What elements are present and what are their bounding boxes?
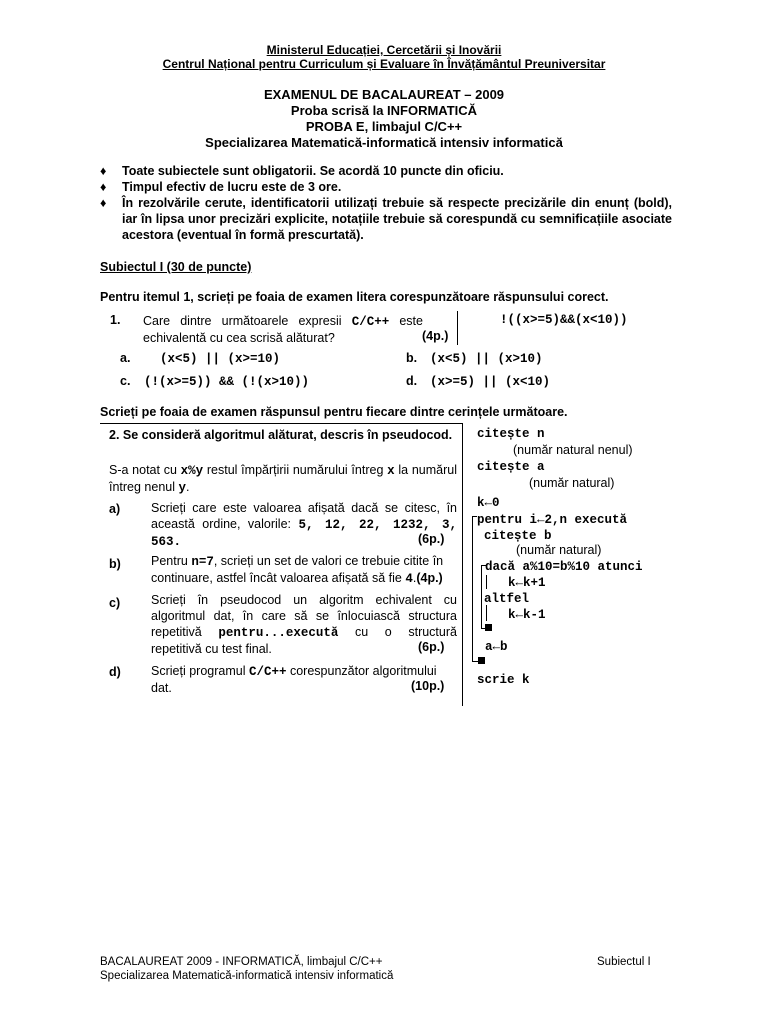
footer-left-2: Specializarea Matematică-informatică intensiv informatică <box>100 970 394 982</box>
then-bar <box>486 575 487 589</box>
q1-option-b: b. (x<5) || (x>10) <box>406 351 543 366</box>
q2-column-divider <box>462 423 463 706</box>
pseudo-init-k: k←0 <box>477 496 500 510</box>
pseudo-decrement: k←k-1 <box>508 608 546 622</box>
q2-b-label: b) <box>109 557 121 571</box>
instruction-item: ♦ Timpul efectiv de lucru este de 3 ore. <box>100 180 342 194</box>
pseudo-note-a: (număr natural) <box>529 476 615 490</box>
item1-instruction: Pentru itemul 1, scrieți pe foaia de examen litera corespunzătoare răspunsului corect. <box>100 290 609 304</box>
pseudo-write-k: scrie k <box>477 673 530 687</box>
if-end-marker <box>485 624 492 631</box>
pseudo-else: altfel <box>484 592 530 606</box>
ministry-heading: Ministerul Educației, Cercetării și Inovării <box>266 43 502 57</box>
pseudo-for: pentru i←2,n execută <box>477 513 628 527</box>
q2-heading: 2. Se consideră algoritmul alăturat, descris în pseudocod. <box>109 428 453 442</box>
q2-top-border <box>100 423 462 424</box>
q2-b-text: Pentru n=7, scrieți un set de valori ce trebuie citite în continuare, astfel încât valoarea afișată să fie 4.(4p.) <box>151 554 444 586</box>
q1-divider <box>457 311 458 345</box>
q1-number: 1. <box>110 313 121 327</box>
footer-right: Subiectul I <box>597 956 651 968</box>
q1-expression: !((x>=5)&&(x<10)) <box>500 313 628 327</box>
for-loop-bracket <box>472 516 473 662</box>
q2-d-text: Scrieți programul C/C++ corespunzător algoritmului dat. <box>151 664 437 695</box>
for-loop-end-marker <box>478 657 485 664</box>
q1-text: Care dintre următoarele expresii C/C++ este echivalentă cu cea scrisă alăturat? <box>143 314 423 345</box>
pseudo-if: dacă a%10=b%10 atunci <box>485 560 643 574</box>
instructions-list <box>100 163 672 243</box>
q1-option-a: a. (x<5) || (x>=10) <box>120 351 281 366</box>
q2-c-points: (6p.) <box>418 640 445 654</box>
q2-note: S-a notat cu x%y restul împărțirii numărului întreg x la numărul întreg nenul y. <box>109 463 458 495</box>
instruction-item: ♦ Toate subiectele sunt obligatorii. Se acordă 10 puncte din oficiu. <box>100 164 504 178</box>
diamond-bullet-icon: ♦ <box>100 164 107 178</box>
pseudo-note-n: (număr natural nenul) <box>513 443 633 457</box>
footer-left-1: BACALAUREAT 2009 - INFORMATICĂ, limbajul C/C++ <box>100 956 383 968</box>
pseudo-increment: k←k+1 <box>508 576 546 590</box>
instruction-item: ♦ În rezolvările cerute, identificatorii utilizați trebuie să respecte precizările din enunț (bold), iar în lipsa unor precizări explicite, notațiile trebuie să corespundă cu semnificațiile asociate acestora (eventual în formă prescurtată). <box>100 196 672 242</box>
center-heading: Centrul Național pentru Curriculum și Evaluare în Învățământul Preuniversitar <box>162 57 606 71</box>
pseudo-note-b: (număr natural) <box>516 543 602 557</box>
proba-title: Proba scrisă la INFORMATICĂ <box>290 103 478 118</box>
pseudo-read-b: citește b <box>484 529 552 543</box>
specialization-title: Specializarea Matematică-informatică intensiv informatică <box>205 135 563 150</box>
q1-option-d: d. (x>=5) || (x<10) <box>406 374 551 389</box>
q2-c-label: c) <box>109 596 121 610</box>
q1-option-c: c. (!(x>=5)) && (!(x>10)) <box>120 374 310 389</box>
q2-a-text: Scrieți care este valoarea afișată dacă se citesc, în această ordine, valorile: 5, 12, 22, 1232, 3, 563. <box>151 501 457 549</box>
q2-c-text: Scrieți în pseudocod un algoritm echivalent cu algoritmul dat, în care să se înlocuiască structura repetitivă pentru...execută cu o structură repetitivă cu test final. <box>151 593 457 656</box>
items-instruction: Scrieți pe foaia de examen răspunsul pentru fiecare dintre cerințele următoare. <box>100 405 568 419</box>
proba-e-title: PROBA E, limbajul C/C++ <box>305 119 463 134</box>
q2-a-label: a) <box>109 502 121 516</box>
diamond-bullet-icon: ♦ <box>100 180 107 194</box>
pseudo-read-n: citește n <box>477 427 545 441</box>
else-bar <box>486 605 487 621</box>
subject-title: Subiectul I (30 de puncte) <box>100 260 252 274</box>
q1-points: (4p.) <box>422 329 449 343</box>
exam-title: EXAMENUL DE BACALAUREAT – 2009 <box>263 87 505 102</box>
pseudo-assign: a←b <box>485 640 508 654</box>
pseudo-read-a: citește a <box>477 460 545 474</box>
q2-d-points: (10p.) <box>411 679 445 693</box>
diamond-bullet-icon: ♦ <box>100 196 107 210</box>
if-bracket <box>481 565 482 629</box>
q2-a-points: (6p.) <box>418 532 445 546</box>
q2-d-label: d) <box>109 665 121 679</box>
